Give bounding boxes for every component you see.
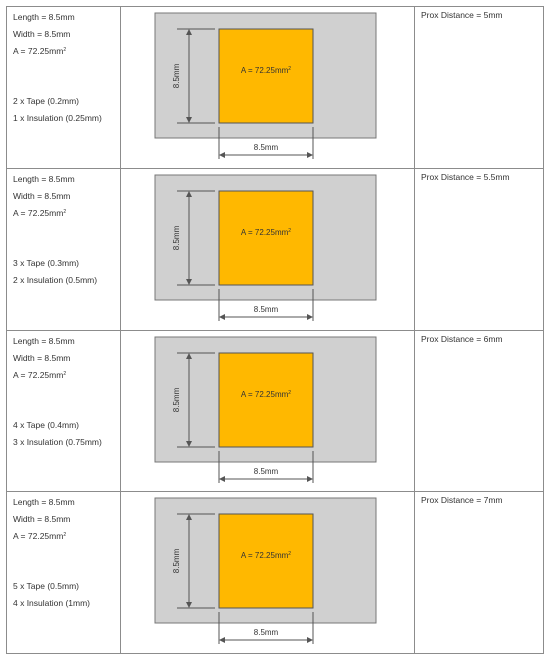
tape-text: 2 x Tape (0.2mm) bbox=[13, 96, 79, 106]
area-text: $A = 72.25mm^2$ bbox=[13, 46, 67, 56]
h-arrow-right bbox=[307, 152, 313, 158]
h-dimension-label: 8.5mm bbox=[253, 466, 279, 476]
diagram-cell bbox=[121, 330, 415, 492]
h-dimension-label: 8.5mm bbox=[253, 304, 279, 314]
prox-distance-text: Prox Distance = 5.5mm bbox=[421, 171, 510, 182]
pad-diagram bbox=[121, 492, 414, 652]
h-dimension-label: 8.5mm bbox=[253, 628, 279, 638]
insulation-text: 4 x Insulation (1mm) bbox=[13, 598, 90, 609]
prox-distance-text: Prox Distance = 5mm bbox=[421, 10, 503, 20]
area-label: $A = 72.25mm^2$ bbox=[240, 227, 292, 237]
area-label: $A = 72.25mm^2$ bbox=[240, 551, 292, 561]
v-dimension-label: 8.5mm bbox=[172, 549, 181, 574]
dimensions-cell bbox=[7, 168, 121, 330]
prox-cell bbox=[415, 7, 544, 169]
length-text: Length = 8.5mm bbox=[13, 497, 75, 508]
pad-diagram bbox=[121, 7, 414, 167]
area-label: $A = 72.25mm^2$ bbox=[240, 389, 292, 399]
pad-diagram bbox=[121, 331, 414, 491]
width-text: Width = 8.5mm bbox=[13, 352, 71, 363]
copper-pad bbox=[219, 514, 313, 608]
length-text: Length = 8.5mm bbox=[13, 173, 75, 184]
table-row bbox=[7, 492, 544, 654]
h-arrow-left bbox=[219, 152, 225, 158]
h-dimension-label: 8.5mm bbox=[253, 143, 279, 152]
prox-cell bbox=[415, 168, 544, 330]
prox-cell bbox=[415, 492, 544, 654]
h-arrow-right bbox=[307, 637, 313, 643]
table-row bbox=[7, 330, 544, 492]
tape-text: 5 x Tape (0.5mm) bbox=[13, 581, 79, 592]
diagram-cell bbox=[121, 168, 415, 330]
proximity-spec-table bbox=[6, 6, 544, 654]
table-row bbox=[7, 168, 544, 330]
v-dimension-label: 8.5mm bbox=[172, 387, 181, 412]
insulation-text: 3 x Insulation (0.75mm) bbox=[13, 436, 102, 447]
insulation-text: 1 x Insulation (0.25mm) bbox=[13, 113, 102, 123]
diagram-cell bbox=[121, 492, 415, 654]
h-arrow-left bbox=[219, 476, 225, 482]
table-row bbox=[7, 7, 544, 169]
length-text: Length = 8.5mm bbox=[13, 12, 75, 22]
pad-diagram bbox=[121, 169, 414, 329]
prox-cell bbox=[415, 330, 544, 492]
tape-text: 3 x Tape (0.3mm) bbox=[13, 257, 79, 268]
h-arrow-left bbox=[219, 637, 225, 643]
area-text: $A = 72.25mm^2$ bbox=[13, 369, 67, 380]
area-text: $A = 72.25mm^2$ bbox=[13, 531, 67, 542]
tape-text: 4 x Tape (0.4mm) bbox=[13, 419, 79, 430]
dimensions-cell bbox=[7, 492, 121, 654]
width-text: Width = 8.5mm bbox=[13, 29, 71, 39]
diagram-cell bbox=[121, 7, 415, 169]
v-dimension-label: 8.5mm bbox=[172, 63, 181, 89]
area-label: $A = 72.25mm^2$ bbox=[240, 66, 292, 75]
area-text: $A = 72.25mm^2$ bbox=[13, 207, 67, 218]
insulation-text: 2 x Insulation (0.5mm) bbox=[13, 274, 98, 285]
h-arrow-right bbox=[307, 314, 313, 320]
width-text: Width = 8.5mm bbox=[13, 514, 71, 525]
dimensions-cell bbox=[7, 330, 121, 492]
prox-distance-text: Prox Distance = 6mm bbox=[421, 333, 503, 344]
copper-pad bbox=[219, 353, 313, 447]
width-text: Width = 8.5mm bbox=[13, 190, 71, 201]
h-arrow-right bbox=[307, 476, 313, 482]
prox-distance-text: Prox Distance = 7mm bbox=[421, 495, 503, 506]
v-dimension-label: 8.5mm bbox=[172, 225, 181, 250]
h-arrow-left bbox=[219, 314, 225, 320]
copper-pad bbox=[219, 29, 313, 123]
copper-pad bbox=[219, 191, 313, 285]
length-text: Length = 8.5mm bbox=[13, 335, 75, 346]
dimensions-cell bbox=[7, 7, 121, 169]
